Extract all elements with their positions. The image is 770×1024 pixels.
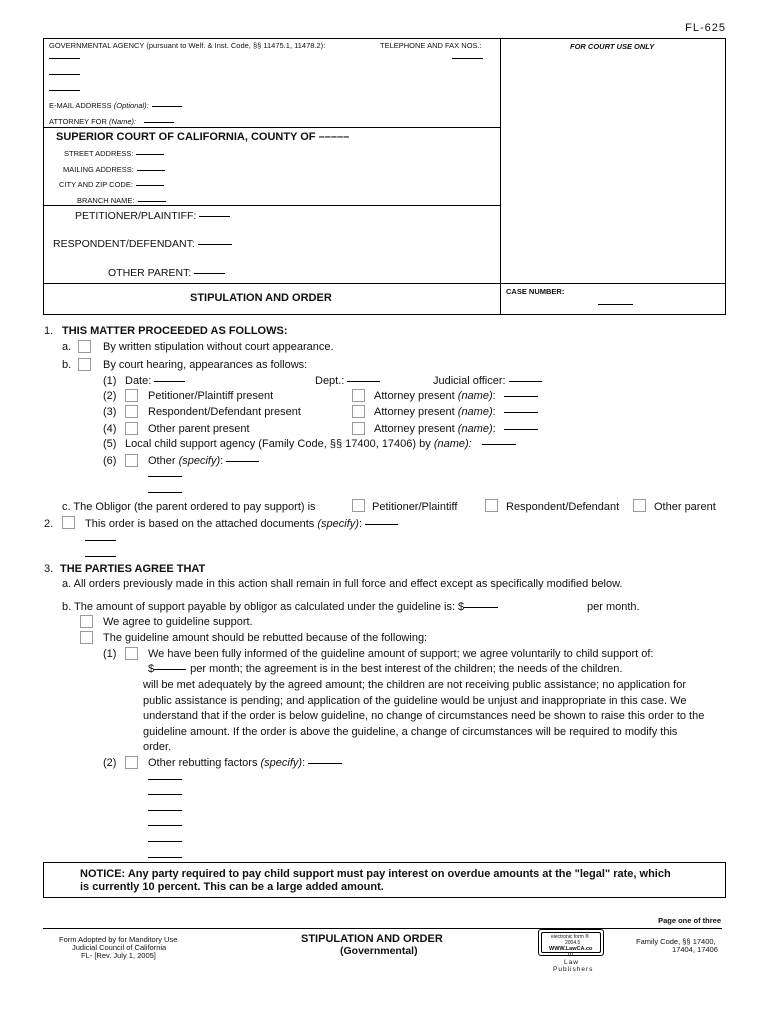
guideline-amount-field[interactable]	[464, 607, 498, 608]
item-3a-text: a. All orders previously made in this action shall remain in full force and effect except as specifically modified below.	[62, 578, 623, 590]
court-divider	[43, 205, 500, 206]
paragraph-line: order.	[143, 741, 172, 753]
footer-subtitle: (Governmental)	[340, 945, 418, 957]
other-parent-attorney-checkbox[interactable]	[352, 422, 365, 435]
respondent-attorney-field[interactable]	[504, 412, 538, 413]
notice-line-1: NOTICE: Any party required to pay child support must pay interest on overdue amounts at the "legal" rate, which	[80, 868, 671, 880]
petitioner-row: PETITIONER/PLAINTIFF:	[75, 210, 233, 222]
other-appearance-field[interactable]	[226, 461, 259, 462]
family-code-line-2: 17404, 17406	[672, 945, 718, 954]
agency-name-field[interactable]	[49, 58, 80, 59]
attorney-row: ATTORNEY FOR (Name):	[49, 117, 177, 126]
stamp-line-4: m	[568, 952, 573, 958]
obligor-petitioner-checkbox[interactable]	[352, 499, 365, 512]
respondent-row: RESPONDENT/DEFENDANT:	[53, 238, 235, 250]
paragraph-line: will be met adequately by the agreed amount; the children are not receiving public assistance; no application for	[143, 679, 686, 691]
city-field[interactable]	[136, 185, 164, 186]
other-factors-line[interactable]	[148, 810, 182, 811]
row-1-number: (1)	[103, 375, 117, 387]
judicial-officer-field[interactable]	[509, 381, 542, 382]
mailing-field[interactable]	[137, 170, 165, 171]
other-factors-line[interactable]	[148, 779, 182, 780]
respondent-field[interactable]	[198, 244, 232, 245]
other-factors-line[interactable]	[148, 857, 182, 858]
dept-row: Dept.:	[315, 375, 383, 387]
other-parent-row: OTHER PARENT:	[108, 267, 228, 279]
item-1a-letter: a.	[62, 341, 72, 353]
footer-title: STIPULATION AND ORDER	[301, 933, 443, 945]
court-hearing-checkbox[interactable]	[78, 358, 91, 371]
item-3b-row: b. The amount of support payable by obligor as calculated under the guideline is: $	[62, 601, 501, 613]
street-field[interactable]	[136, 154, 164, 155]
local-agency-field[interactable]	[482, 444, 516, 445]
item-1a-text: By written stipulation without court appearance.	[103, 341, 334, 353]
petitioner-attorney-checkbox[interactable]	[352, 389, 365, 402]
other-factors-line[interactable]	[148, 825, 182, 826]
attorney-field[interactable]	[144, 122, 174, 123]
other-appearance-line[interactable]	[148, 476, 182, 477]
per-month-label: per month.	[587, 601, 640, 613]
respondent-present-label: Respondent/Defendant present	[148, 406, 301, 418]
family-code-line-1: Family Code, §§ 17400,	[636, 937, 716, 946]
paragraph-line: guideline amount. If the order is above the guideline, a change of circumstances will be required to modify this	[143, 726, 678, 738]
agency-city-field[interactable]	[49, 90, 80, 91]
other-factors-line[interactable]	[148, 794, 182, 795]
written-stipulation-checkbox[interactable]	[78, 340, 91, 353]
court-use-label: FOR COURT USE ONLY	[570, 42, 655, 51]
agency-address-field[interactable]	[49, 74, 80, 75]
adopted-line-3: FL- [Rev. July 1, 2005]	[81, 951, 156, 960]
city-row: CITY AND ZIP CODE:	[59, 180, 167, 189]
adopted-line-2: Judicial Council of California	[72, 943, 167, 952]
other-factors-row: Other rebutting factors (specify):	[148, 757, 345, 769]
case-number-label: CASE NUMBER:	[506, 287, 565, 296]
mailing-row: MAILING ADDRESS:	[63, 165, 168, 174]
judicial-row: Judicial officer:	[433, 375, 545, 387]
other-parent-field[interactable]	[194, 273, 225, 274]
item-1b-letter: b.	[62, 359, 72, 371]
other-parent-attorney-field[interactable]	[504, 429, 538, 430]
stamp-line-2: 2004.5	[565, 940, 581, 946]
row-5-number: (5)	[103, 438, 117, 450]
phone-label: TELEPHONE AND FAX NOS.:	[380, 41, 482, 50]
informed-checkbox[interactable]	[125, 647, 138, 660]
row-2-number: (2)	[103, 390, 117, 402]
section1-number: 1.	[44, 325, 54, 337]
stamp-line-5: Law	[564, 959, 579, 966]
branch-row: BRANCH NAME:	[77, 196, 169, 205]
agree-guideline-checkbox[interactable]	[80, 615, 93, 628]
section3-heading: THE PARTIES AGREE THAT	[60, 563, 206, 575]
row-6-number: (6)	[103, 455, 117, 467]
section3-number: 3.	[44, 563, 54, 575]
respondent-present-checkbox[interactable]	[125, 405, 138, 418]
obligor-respondent-checkbox[interactable]	[485, 499, 498, 512]
petitioner-present-label: Petitioner/Plaintiff present	[148, 390, 274, 402]
other-parent-attorney-row: Attorney present (name):	[374, 423, 541, 435]
agency-label: GOVERNMENTAL AGENCY (pursuant to Welf. & Inst. Code, §§ 11475.1, 11478.2):	[49, 41, 326, 50]
page-number: Page one of three	[658, 916, 721, 925]
obligor-other-parent-label: Other parent	[654, 501, 716, 513]
row-3-number: (3)	[103, 406, 117, 418]
other-factors-line[interactable]	[148, 841, 182, 842]
section1-heading: THIS MATTER PROCEEDED AS FOLLOWS:	[62, 325, 288, 337]
case-number-field[interactable]	[598, 304, 633, 305]
informed-text: We have been fully informed of the guideline amount of support; we agree voluntarily to child support of:	[148, 648, 654, 660]
stamp-line-1: electronic form ®	[551, 934, 589, 940]
street-row: STREET ADDRESS:	[64, 149, 167, 158]
form-number: FL-625	[685, 22, 726, 34]
email-field[interactable]	[152, 106, 182, 107]
other-parent-present-label: Other parent present	[148, 423, 250, 435]
agree-guideline-label: We agree to guideline support.	[103, 616, 253, 628]
local-agency-row: Local child support agency (Family Code, §§ 17400, 17406) by (name):	[125, 438, 519, 450]
court-title: SUPERIOR COURT OF CALIFORNIA, COUNTY OF –––––	[56, 131, 350, 143]
attached-documents-checkbox[interactable]	[62, 516, 75, 529]
attached-documents-line[interactable]	[85, 540, 116, 541]
obligor-petitioner-label: Petitioner/Plaintiff	[372, 501, 458, 513]
other-factors-field[interactable]	[308, 763, 342, 764]
petitioner-field[interactable]	[199, 216, 230, 217]
rebut-guideline-label: The guideline amount should be rebutted because of the following:	[103, 632, 428, 644]
other-parent-present-checkbox[interactable]	[125, 422, 138, 435]
other-appearance-line[interactable]	[148, 492, 182, 493]
rebut-2-number: (2)	[103, 757, 117, 769]
branch-field[interactable]	[138, 201, 166, 202]
paragraph-line: public assistance is pending; and application of the guideline would be unjust and inappropriate in this case. We	[143, 695, 687, 707]
other-factors-checkbox[interactable]	[125, 756, 138, 769]
other-appearance-row: Other (specify):	[148, 455, 262, 467]
notice-box	[43, 862, 726, 898]
petitioner-attorney-field[interactable]	[504, 396, 538, 397]
respondent-attorney-checkbox[interactable]	[352, 405, 365, 418]
attached-documents-field[interactable]	[365, 524, 398, 525]
title-divider	[43, 283, 726, 284]
email-row: E-MAIL ADDRESS (Optional):	[49, 101, 185, 110]
caption-divider	[500, 38, 501, 315]
notice-line-2: is currently 10 percent. This can be a large added amount.	[80, 881, 384, 893]
petitioner-attorney-row: Attorney present (name):	[374, 390, 541, 402]
obligor-text: c. The Obligor (the parent ordered to pay support) is	[62, 501, 316, 513]
agreed-amount-field[interactable]	[154, 669, 186, 670]
respondent-attorney-row: Attorney present (name):	[374, 406, 541, 418]
agreed-amount-row: $ per month; the agreement is in the best interest of the children; the needs of the children.	[148, 663, 623, 675]
stamp-line-6: Publishers	[553, 966, 594, 973]
footer-rule	[43, 928, 722, 929]
paragraph-line: understand that if the order is below guideline, no change of circumstances need be shown to raise this order to the	[143, 710, 705, 722]
dept-field[interactable]	[347, 381, 380, 382]
rebut-guideline-checkbox[interactable]	[80, 631, 93, 644]
agency-divider	[43, 127, 500, 128]
date-row: Date:	[125, 375, 188, 387]
obligor-other-parent-checkbox[interactable]	[633, 499, 646, 512]
stamp-line-3: WWW.LawCA.co	[549, 946, 593, 952]
date-field[interactable]	[154, 381, 185, 382]
attached-documents-row: This order is based on the attached documents (specify):	[85, 518, 401, 530]
item-1b-text: By court hearing, appearances as follows:	[103, 359, 308, 371]
form-title: STIPULATION AND ORDER	[190, 292, 332, 304]
rebut-1-number: (1)	[103, 648, 117, 660]
adopted-line-1: Form Adopted by for Manditory Use	[59, 935, 178, 944]
row-4-number: (4)	[103, 423, 117, 435]
obligor-respondent-label: Respondent/Defendant	[506, 501, 620, 513]
attached-documents-line[interactable]	[85, 556, 116, 557]
other-appearance-checkbox[interactable]	[125, 454, 138, 467]
section2-number: 2.	[44, 518, 54, 530]
petitioner-present-checkbox[interactable]	[125, 389, 138, 402]
phone-field[interactable]	[452, 58, 483, 59]
